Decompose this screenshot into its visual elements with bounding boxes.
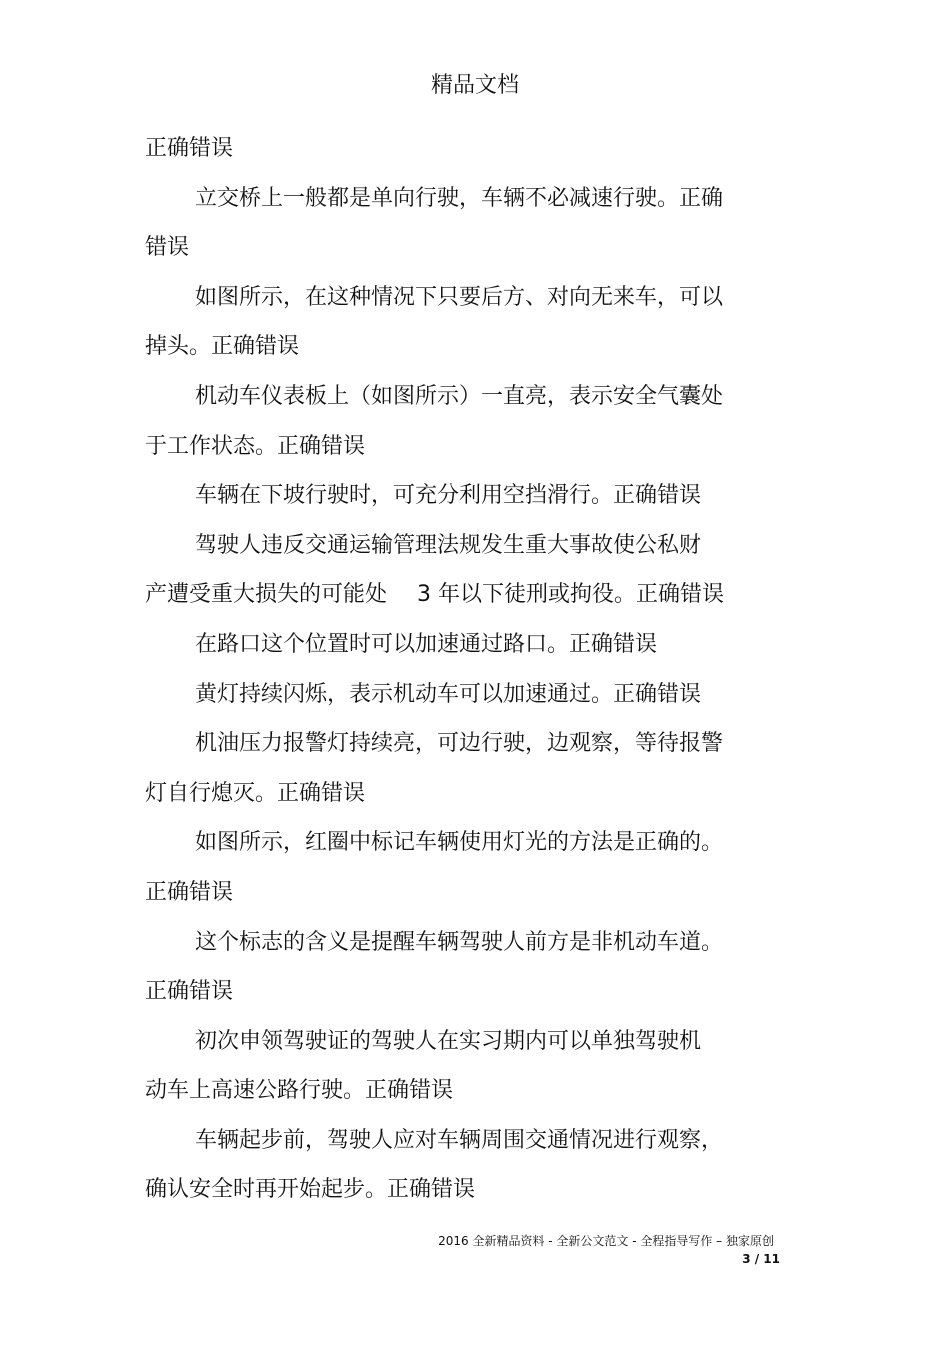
- text-line: 于工作状态。正确错误: [145, 433, 366, 459]
- text-line: 如图所示，红圈中标记车辆使用灯光的方法是正确的。: [195, 830, 724, 856]
- text-line: 驾驶人违反交通运输管理法规发生重大事故使公私财: [195, 532, 702, 558]
- text-line: 确认安全时再开始起步。正确错误: [145, 1177, 476, 1203]
- text-line: 动车上高速公路行驶。正确错误: [145, 1078, 454, 1104]
- text-line: 立交桥上一般都是单向行驶，车辆不必减速行驶。正确: [195, 185, 724, 211]
- document-body: [145, 124, 755, 1215]
- text-line: 错误: [145, 235, 190, 261]
- footer-text: 2016 全新精品资料 - 全新公文范文 - 全程指导写作 – 独家原创: [438, 1234, 774, 1248]
- text-segment: 3 年以下徒刑或拘役。正确错误: [417, 582, 725, 608]
- text-line: 正确错误: [145, 136, 234, 161]
- text-line: 如图所示，在这种情况下只要后方、对向无来车，可以: [195, 284, 724, 310]
- text-line: 初次申领驾驶证的驾驶人在实习期内可以单独驾驶机: [195, 1028, 702, 1054]
- text-line: 车辆在下坡行驶时，可充分利用空挡滑行。正确错误: [195, 483, 702, 509]
- text-line: 这个标志的含义是提醒车辆驾驶人前方是非机动车道。: [195, 929, 724, 955]
- text-segment: 产遭受重大损失的可能处: [145, 582, 388, 608]
- text-line: 机油压力报警灯持续亮，可边行驶，边观察，等待报警: [195, 731, 724, 757]
- text-line: 在路口这个位置时可以加速通过路口。正确错误: [195, 631, 658, 657]
- text-line: 正确错误: [145, 979, 234, 1005]
- text-line: 灯自行熄灭。正确错误: [145, 780, 366, 806]
- text-line: 掉头。正确错误: [145, 334, 300, 360]
- text-line: 车辆起步前，驾驶人应对车辆周围交通情况进行观察，: [195, 1127, 724, 1153]
- text-line: 黄灯持续闪烁，表示机动车可以加速通过。正确错误: [195, 681, 702, 707]
- page-number: 3 / 11: [742, 1252, 780, 1266]
- text-line: 机动车仪表板上（如图所示）一直亮，表示安全气囊处: [195, 383, 724, 409]
- text-line: 正确错误: [145, 879, 234, 905]
- text-line: [145, 570, 755, 620]
- page-header-title: 精品文档: [430, 73, 519, 98]
